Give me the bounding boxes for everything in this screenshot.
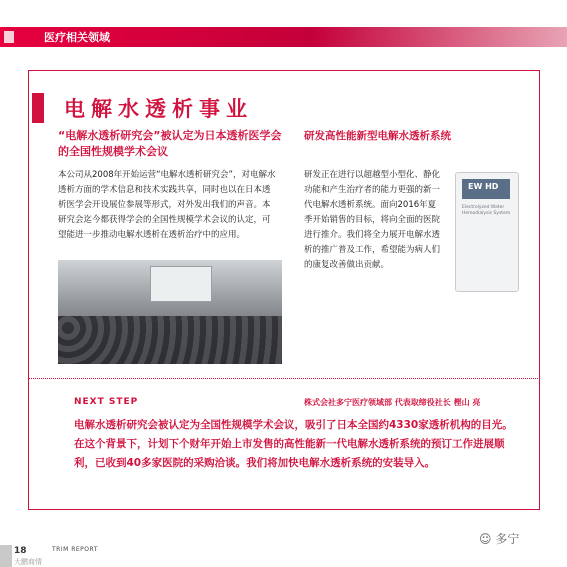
divider — [28, 378, 540, 379]
audience — [58, 316, 282, 364]
right-heading: 研发高性能新型电解水透析系统 — [304, 130, 451, 142]
left-body-text: 本公司从2008年开始运营“电解水透析研究会”，对电解水透析方面的学术信息和技术实践共享，同时也以在日本透析医学会开设展位参展等形式，对外发出我们的声音。本研究会迄今都获得学会的全国性规模学术会议的认定，可望能进一步推动电解水透析在透析治疗中的应用。 — [58, 170, 276, 240]
conference-photo — [58, 260, 282, 364]
top-band — [0, 0, 567, 24]
report-tag: TRIM REPORT — [52, 546, 98, 553]
page-title: 电解水透析事业 — [64, 97, 253, 121]
wechat-watermark — [479, 530, 519, 547]
next-step-body: 电解水透析研究会被认定为全国性规模学术会议，吸引了日本全国约4330家透析机构的目光。在这个背景下，计划下个财年开始上市发售的高性能新一代电解水透析系统的预订工作进展顺利，已收到40多家医院的采购洽谈。我们将加快电解水透析系统的安装导入。 — [74, 419, 513, 469]
next-step-label: NEXT STEP — [74, 397, 139, 407]
right-body-text: 研发正在进行以超越型小型化、静化功能和产生治疗者的能力更强的新一代电解水透析系统。面向2016年夏季开始销售的目标，将向全面的医院进行推介。我们将全力展开电解水透析的推广普及工作，希望能为病人们的康复改善做出贡献。 — [304, 170, 441, 270]
machine-brand: EW HD — [468, 182, 499, 191]
projection-screen — [150, 266, 212, 302]
wechat-label: 多宁 — [495, 532, 520, 546]
machine-caption: Electrolyzed Water Hemodialysis System — [462, 205, 511, 216]
title-accent-bar — [32, 93, 44, 123]
left-heading: “电解水透析研究会”被认定为日本透析医学会的全国性规模学术会议 — [58, 129, 282, 158]
page-corner — [0, 545, 12, 567]
dialysis-machine-image — [455, 172, 519, 292]
section-marker — [4, 31, 14, 43]
section-label: 医疗相关领域 — [44, 31, 110, 44]
page-number: 18 — [14, 546, 27, 556]
next-step-author: 株式会社多宁医疗领域部 代表取缔役社长 樫山 亮 — [304, 398, 481, 407]
wechat-icon: ☺ — [479, 532, 492, 546]
corner-watermark: 大鹏商情 — [14, 558, 42, 566]
